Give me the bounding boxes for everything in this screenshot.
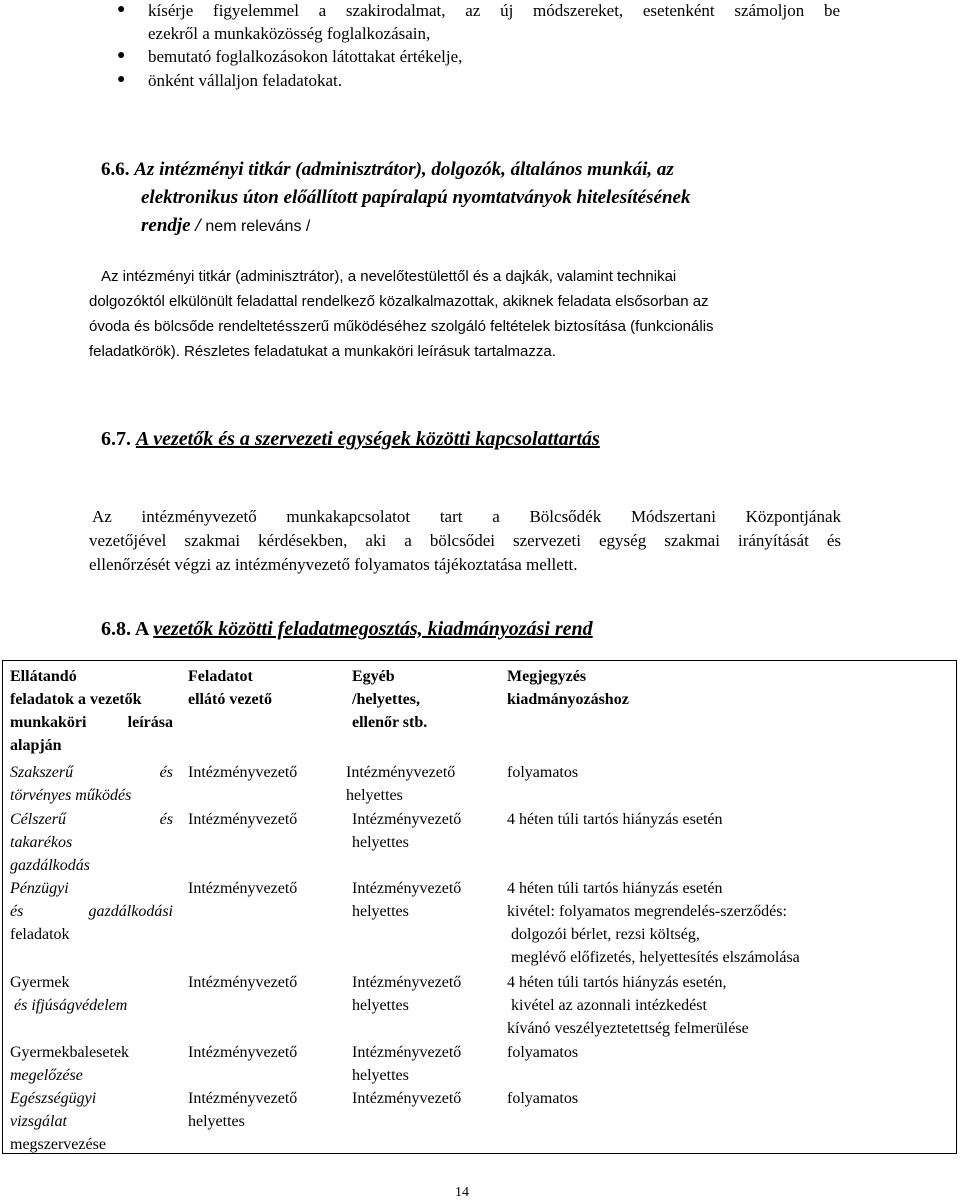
table-cell-task: Gyermek <box>10 974 70 991</box>
table-cell-task: takarékos <box>10 834 73 851</box>
table-cell-task: Célszerű és <box>10 811 173 828</box>
paragraph-line: Az intézményvezető munkakapcsolatot tart a Bölcsődék Módszertani Központjának <box>92 507 841 526</box>
table-cell-note: 4 héten túli tartós hiányzás esetén <box>507 811 723 828</box>
table-cell-note: folyamatos <box>507 1044 579 1061</box>
bullet-icon: ● <box>117 48 126 63</box>
bullet-item: bemutató foglalkozásokon látottakat értékelje, <box>148 47 463 66</box>
table-cell-other: Intézményvezető <box>352 1090 462 1107</box>
table-cell-other: Intézményvezető <box>352 880 462 897</box>
paragraph-line: vezetőjével szakmai kérdésekben, aki a bölcsődei szervezeti egység szakmai irányítását és <box>89 531 841 550</box>
table-cell-task: és gazdálkodási <box>10 903 173 920</box>
paragraph-line: óvoda és bölcsőde rendeltetésszerű működéséhez szolgáló feltételek biztosítása (funkcionális <box>89 318 714 335</box>
table-cell-task: feladatok <box>10 926 70 943</box>
responsibility-table <box>2 660 957 1154</box>
table-header: Megjegyzés <box>507 668 587 685</box>
bullet-item: önként vállaljon feladatokat. <box>148 71 343 90</box>
not-relevant-note: nem releváns / <box>205 218 311 235</box>
section-number: 6.8. <box>101 618 131 640</box>
section-number: 6.6. <box>101 159 130 180</box>
paragraph-line: feladatkörök). Részletes feladatukat a munkaköri leírásuk tartalmazza. <box>89 343 556 360</box>
table-cell-responsible: Intézményvezető <box>188 811 298 828</box>
table-header: kiadmányozáshoz <box>507 691 629 708</box>
table-cell-note: folyamatos <box>507 1090 579 1107</box>
section-title-plain: A <box>134 618 149 640</box>
table-cell-responsible: Intézményvezető <box>188 1044 298 1061</box>
section-title-line: elektronikus úton előállított papíralapú nyomtatványok hitelesítésének <box>141 187 691 208</box>
table-cell-task: Pénzügyi <box>10 880 69 897</box>
bullet-item: kísérje figyelemmel a szakirodalmat, az új módszereket, esetenként számoljon be <box>148 1 840 20</box>
section-title: vezetők közötti feladatmegosztás, kiadmányozási rend <box>153 618 593 640</box>
section-number: 6.7. <box>101 428 131 450</box>
section-6-7-heading <box>101 428 600 451</box>
paragraph-line: ellenőrzését végzi az intézményvezető folyamatos tájékoztatása mellett. <box>89 555 578 574</box>
table-cell-task: törvényes működés <box>10 787 132 804</box>
table-cell-task: gazdálkodás <box>10 857 90 874</box>
table-header: ellátó vezető <box>188 691 272 708</box>
bullet-icon: ● <box>117 2 126 17</box>
table-header: /helyettes, <box>352 691 420 708</box>
bullet-item-continuation: ezekről a munkaközösség foglalkozásain, <box>148 24 431 43</box>
table-header: alapján <box>10 737 62 754</box>
section-title: A vezetők és a szervezeti egységek közötti kapcsolattartás <box>136 428 600 450</box>
table-cell-task: Egészségügyi <box>10 1090 97 1107</box>
section-title-line: rendje / <box>141 215 201 236</box>
table-cell-responsible: Intézményvezető <box>188 1090 298 1107</box>
table-cell-other: helyettes <box>352 903 409 920</box>
table-header: ellenőr stb. <box>352 714 428 731</box>
table-header: munkaköri leírása <box>10 714 173 731</box>
table-cell-note: 4 héten túli tartós hiányzás esetén, <box>507 974 727 991</box>
paragraph-line: dolgozóktól elkülönült feladattal rendelkező közalkalmazottak, akiknek feladata elsősorban az <box>89 293 709 310</box>
table-cell-note: dolgozói bérlet, rezsi költség, <box>511 926 700 943</box>
table-cell-task: megelőzése <box>10 1067 83 1084</box>
table-cell-note: kívánó veszélyeztetettség felmerülése <box>507 1020 749 1037</box>
table-cell-responsible: helyettes <box>188 1113 245 1130</box>
section-title-line: Az intézményi titkár (adminisztrátor), dolgozók, általános munkái, az <box>134 159 674 180</box>
table-header: Feladatot <box>188 668 253 685</box>
paragraph-line: Az intézményi titkár (adminisztrátor), a nevelőtestülettől és a dajkák, valamint technikai <box>101 268 677 285</box>
table-cell-other: Intézményvezető <box>352 974 462 991</box>
section-6-7-paragraph <box>89 505 841 577</box>
table-cell-other: helyettes <box>352 834 409 851</box>
table-header: Egyéb <box>352 668 395 685</box>
table-cell-task: Gyermekbalesetek <box>10 1044 130 1061</box>
table-cell-task: Szakszerű és <box>10 764 173 781</box>
table-cell-task: vizsgálat <box>10 1113 67 1130</box>
table-cell-other: helyettes <box>352 997 409 1014</box>
page-number: 14 <box>455 1185 469 1200</box>
table-cell-task: és ifjúságvédelem <box>14 997 128 1014</box>
table-cell-other: Intézményvezető <box>346 764 456 781</box>
table-cell-note: kivétel az azonnali intézkedést <box>511 997 707 1014</box>
table-header: Ellátandó <box>10 668 77 685</box>
table-cell-task: megszervezése <box>10 1136 106 1153</box>
table-cell-other: Intézményvezető <box>352 811 462 828</box>
table-cell-responsible: Intézményvezető <box>188 880 298 897</box>
table-header: feladatok a vezetők <box>10 691 142 708</box>
section-6-8-heading <box>101 618 593 641</box>
table-cell-note: meglévő előfizetés, helyettesítés elszámolása <box>511 949 800 966</box>
table-cell-note: 4 héten túli tartós hiányzás esetén <box>507 880 723 897</box>
table-cell-other: Intézményvezető <box>352 1044 462 1061</box>
bullet-icon: ● <box>117 72 126 87</box>
table-cell-note: folyamatos <box>507 764 579 781</box>
table-cell-responsible: Intézményvezető <box>188 974 298 991</box>
table-cell-other: helyettes <box>352 1067 409 1084</box>
table-cell-note: kivétel: folyamatos megrendelés-szerződés: <box>507 903 787 920</box>
table-cell-other: helyettes <box>346 787 403 804</box>
table-cell-responsible: Intézményvezető <box>188 764 298 781</box>
